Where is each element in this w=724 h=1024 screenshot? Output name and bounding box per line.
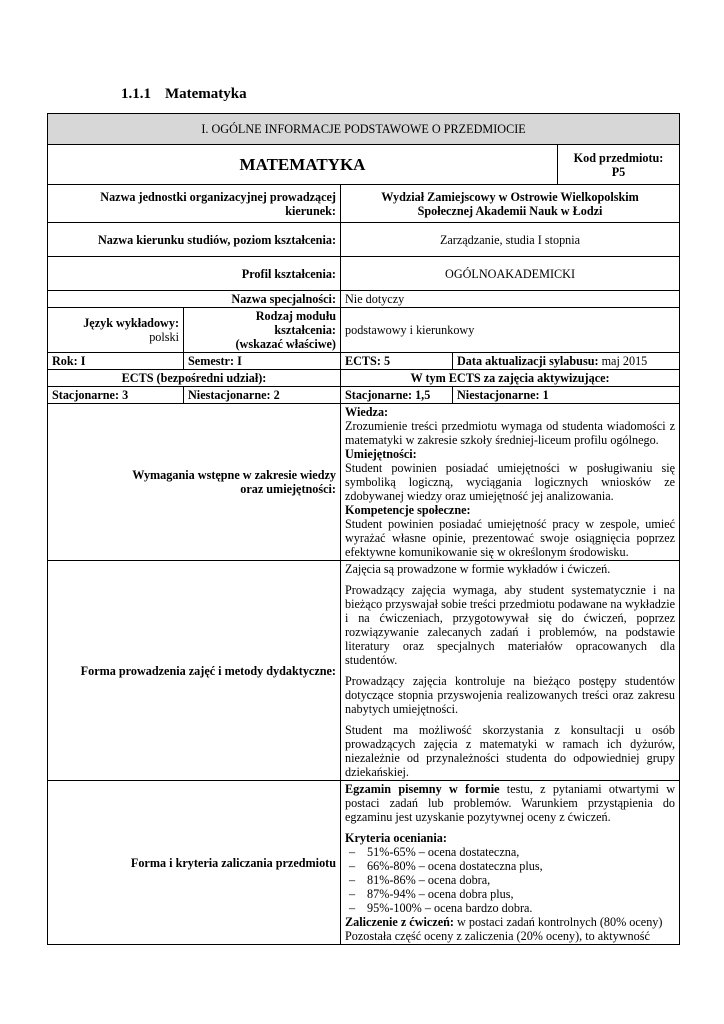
ects-label: ECTS: 5 [341,353,453,370]
methods-p3: Prowadzący zajęcia kontroluje na bieżąco postępy studentów dotyczące stopnia przyswojenia realizowanych treści oraz zakresu nabytych umiejętności. [345,674,676,716]
ects-direct-label: ECTS (bezpośredni udział): [48,370,341,387]
exercises-bold: Zaliczenie z ćwiczeń: [345,915,454,929]
specialty-label: Nazwa specjalności: [48,291,341,308]
exam-text [345,782,675,824]
exam-rest: testu, z pytaniami otwartymi w postaci zadań lub problemów. Warunkiem przystąpienia do egzaminu jest uzyskanie pozytywnej oceny z ćwiczeń. [345,782,676,824]
criteria-item: – 87%-94% – ocena dobra plus, [345,887,675,901]
module-label-line3: (wskazać właściwe) [235,337,336,351]
field-value: Zarządzanie, studia I stopnia [341,223,680,257]
language-label: Język wykładowy: [83,316,179,330]
exercises-rest: w postaci zadań kontrolnych (80% oceny) [453,915,663,929]
methods-p2: Prowadzący zajęcia wymaga, aby student systematycznie i na bieżąco przyswajał sobie treści przedmiotu podawane na wykładzie i na ćwiczeniach, przygotowywał się do ćwiczeń, poprzez rozwiązywanie zalecanych zadań i problemów, na podstawie literatury oraz specjalnych materiałów opracowanych dla studentów. [345,583,676,667]
criteria-item: – 51%-65% – ocena dostateczna, [345,845,675,859]
methods-p1: Zajęcia są prowadzone w formie wykładów i ćwiczeń. [345,562,611,576]
criteria-item: – 81%-86% – ocena dobra, [345,873,675,887]
ects-active-stationary: Stacjonarne: 1,5 [341,387,453,404]
module-label-line1: Rodzaj modułu [255,309,336,323]
subject-code-label: Kod przedmiotu: [573,150,664,165]
section-title: Matematyka [165,86,247,102]
subject-code-cell [558,145,680,185]
skills-title: Umiejętności: [345,447,417,461]
module-label [184,308,341,353]
field-label: Nazwa kierunku studiów, poziom kształcenia: [48,223,341,257]
exam-bold: Egzamin pisemny w formie [345,782,500,796]
language-value: polski [149,330,179,344]
section-heading [121,86,247,103]
assessment-rest: Pozostała część oceny z zaliczenia (20% oceny), to aktywność [345,929,650,943]
requirements-content [341,404,680,561]
assessment-content [341,781,680,945]
ects-direct-stationary: Stacjonarne: 3 [48,387,184,404]
update-value: maj 2015 [601,354,648,368]
unit-label: Nazwa jednostki organizacyjnej prowadzącej kierunek: [48,185,341,223]
social-text: Student powinien posiadać umiejętność pracy w zespole, umieć wyrażać własne opinie, prezentować swoje osiągnięcia poprzez efektywne komunikowanie się w określonym środowisku. [345,517,676,559]
update-label: Data aktualizacji sylabusu: [457,354,599,368]
specialty-value: Nie dotyczy [341,291,680,308]
ects-direct-non-stationary: Niestacjonarne: 2 [184,387,341,404]
profile-value: OGÓLNOAKADEMICKI [341,257,680,291]
section-number: 1.1.1 [121,86,151,102]
methods-content [341,561,680,781]
methods-label: Forma prowadzenia zajęć i metody dydaktyczne: [48,561,341,781]
unit-value-line1: Wydział Zamiejscowy w Ostrowie Wielkopolskim [381,189,639,204]
ects-active-label: W tym ECTS za zajęcia aktywizujące: [341,370,680,387]
criteria-item: – 66%-80% – ocena dostateczna plus, [345,859,675,873]
general-info-header: I. OGÓLNE INFORMACJE PODSTAWOWE O PRZEDMIOCIE [48,114,680,145]
exercises-text [345,915,675,929]
ects-active-non-stationary: Niestacjonarne: 1 [453,387,680,404]
unit-value [341,185,680,223]
social-title: Kompetencje społeczne: [345,503,471,517]
criteria-title: Kryteria oceniania: [345,831,447,845]
criteria-list [345,845,675,915]
language-cell [48,308,184,353]
assessment-label: Forma i kryteria zaliczania przedmiotu [48,781,341,945]
module-value: podstawowy i kierunkowy [341,308,680,353]
requirements-label: Wymagania wstępne w zakresie wiedzy oraz umiejętności: [48,404,341,561]
methods-p4: Student ma możliwość skorzystania z konsultacji u osób prowadzących zajęcia z matematyki w ramach ich dyżurów, niezależnie od przynależności studenta do odpowiedniej grupy dziekańskiej. [345,723,676,779]
knowledge-text: Zrozumienie treści przedmiotu wymaga od studenta wiadomości z matematyki w zakresie szkoły średniej-liceum profilu ogólnego. [345,419,676,447]
skills-text: Student powinien posiadać umiejętności w posługiwaniu się symboliką logiczną, wyciągania logicznych wniosków ze zdobywanej wiedzy oraz umiejętność jej analizowania. [345,461,676,503]
profile-label: Profil kształcenia: [48,257,341,291]
module-label-line2: kształcenia: [274,323,336,337]
update-cell [453,353,680,370]
year-label: Rok: I [48,353,184,370]
subject-code: P5 [611,164,626,179]
syllabus-table [47,113,680,945]
unit-value-line2: Społecznej Akademii Nauk w Łodzi [417,203,603,218]
subject-name: MATEMATYKA [48,145,558,185]
criteria-item: – 95%-100% – ocena bardzo dobra. [345,901,675,915]
knowledge-title: Wiedza: [345,405,389,419]
semester-label: Semestr: I [184,353,341,370]
